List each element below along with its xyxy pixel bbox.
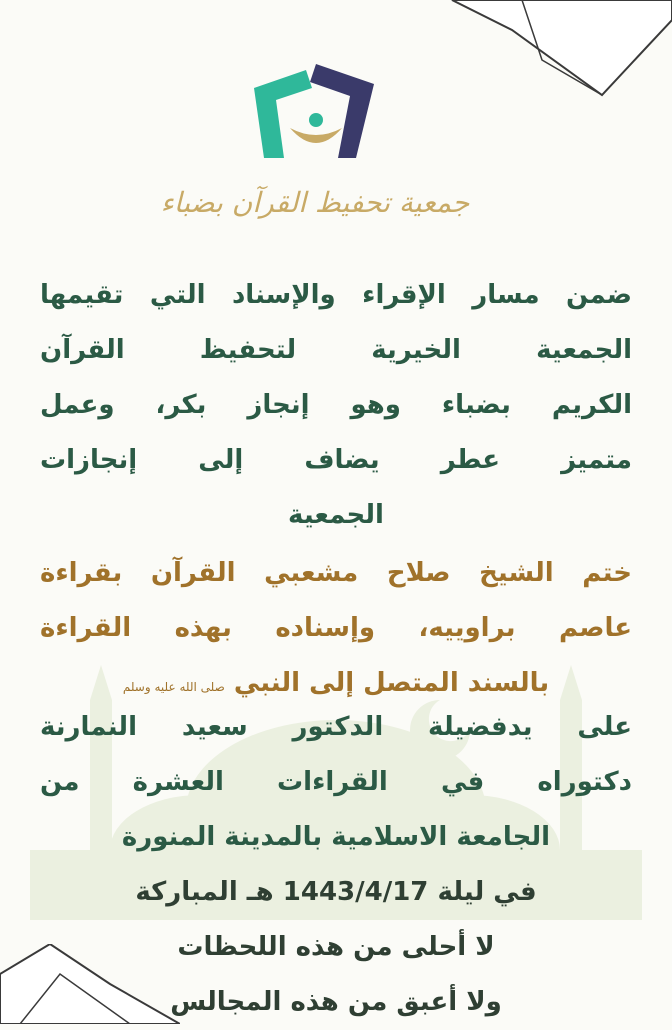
date-suffix: هـ المباركة bbox=[135, 877, 274, 907]
intro-line: متميز عطر يضاف إلى إنجازات bbox=[40, 445, 632, 475]
achievement-line: ختم الشيخ صلاح مشعبي القرآن بقراءة bbox=[40, 558, 632, 588]
date-prefix: في ليلة bbox=[437, 877, 537, 907]
achievement-paragraph bbox=[40, 546, 632, 711]
achievement-line: عاصم براوييه، وإسناده بهذه القراءة bbox=[40, 613, 632, 643]
intro-line: ضمن مسار الإقراء والإسناد التي تقيمها bbox=[40, 280, 632, 310]
intro-line: الجمعية الخيرية لتحفيظ القرآن bbox=[40, 335, 632, 365]
organization-name: جمعية تحفيظ القرآن بضباء bbox=[160, 185, 470, 219]
closing-line: لا أحلى من هذه اللحظات bbox=[177, 932, 495, 962]
closing-line: ولا أعبق من هذه المجالس bbox=[170, 987, 502, 1017]
details-line: الجامعة الاسلامية بالمدينة المنورة bbox=[121, 822, 551, 852]
intro-paragraph bbox=[40, 268, 632, 543]
association-logo-icon bbox=[246, 58, 386, 168]
details-paragraph bbox=[40, 700, 632, 1030]
intro-line: الكريم بضباء وهو إنجاز بكر، وعمل bbox=[40, 390, 632, 420]
decorative-frame-icon bbox=[372, 0, 672, 110]
intro-line: الجمعية bbox=[288, 500, 384, 530]
honorific: صلى الله عليه وسلم bbox=[122, 680, 225, 694]
details-line: على يدفضيلة الدكتور سعيد النمارنة bbox=[40, 712, 632, 742]
details-line: دكتوراه في القراءات العشرة من bbox=[40, 767, 632, 797]
chain-text: بالسند المتصل إلى النبي bbox=[233, 668, 550, 698]
date-value: 1443/4/17 bbox=[282, 877, 429, 907]
date-line bbox=[40, 865, 632, 920]
